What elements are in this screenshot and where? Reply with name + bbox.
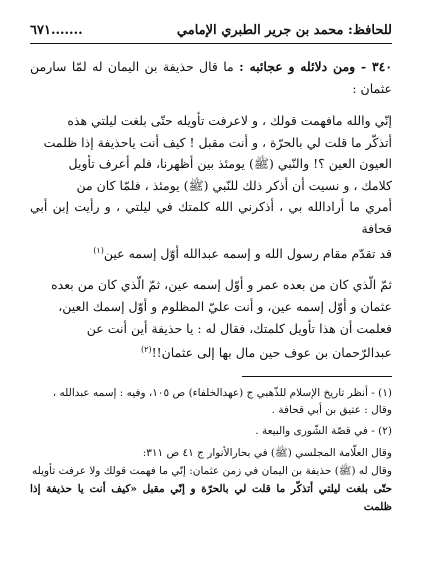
page-header (30, 22, 392, 44)
section-heading (30, 56, 392, 100)
tail-line: وقال له (ﷺ) حذيفة بن اليمان في زمن عثمان: إنّي ما فهمت قولك ولا عرفت تأويله (32, 464, 392, 477)
text-line: أتذكّر ما قلت لي بالحرّة ، و أنت مقبل ! كيف أنت ياحذيفة إذا ظلمت (43, 134, 392, 150)
section-intro: ما قال حذيفة بن اليمان له لمّا سارمن عثمان : (30, 59, 392, 96)
text-line: كلامك ، و نسيت أن أذكر ذلك للنّبي (ﷺ) يومئذ ، فلمّا كان من (76, 177, 392, 193)
text-line-content: قد تقدّم مقام رسول الله و إسمه عبدالله أوّل إسمه عين (103, 245, 392, 261)
footnote-1: (١) - أنظر تاريخ الإسلام للذّهبي ج (عهدالخلفاء) ص ١٠٥، وفيه : إسمه عبدالله ، وقال : عتيق بن أبي قحافة . (52, 386, 392, 416)
text-line: فعلمت أن هذا تأويل كلمتك، فقال له : يا حذيفة أين أنت عن (86, 320, 392, 336)
paragraph-1 (30, 110, 392, 264)
text-line: إنّي والله مافهمت قولك ، و لاعرفت تأويله حتّى بلغت ليلتي هذه (67, 113, 392, 128)
footnotes (30, 385, 392, 440)
footnote-2: (٢) - في قصّة الشّورى والبيعة . (255, 424, 392, 437)
page-number: .......٦٧١ (30, 23, 83, 38)
footnote-divider (242, 376, 392, 377)
text-line (30, 339, 392, 364)
paragraph-2 (30, 274, 392, 364)
text-line: ثمّ الّذي كان من بعده عمر و أوّل إسمه عين، ثمّ الّذي كان من بعده (51, 277, 392, 293)
tail-line: حتّى بلغت ليلتي أتذكّر ما قلت لي بالحرّة و إنّي مقبل «كيف أنت يا حذيفة إذا ظلمت (30, 482, 392, 513)
footnote-ref-2[interactable]: (٢) (141, 345, 152, 355)
tail-line: وقال العلّامة المجلسي (ﷺ) في بحارالأنوار ج ٤١ ص ٣١١: (142, 446, 392, 459)
text-line-content: عبدالرّحمان بن عوف حين مال بها إلى عثمان!! (151, 345, 392, 361)
book-author: للحافظ: محمد بن جرير الطبري الإمامي (176, 23, 392, 38)
text-line: العيون العين ؟! والنّبي (ﷺ) يومئذ بين أظهرنا، فلم أعرف تأويل (68, 156, 392, 172)
text-line: أمري ما أرادالله بي ، أذكرني الله كلمتك في ليلتي ، و رأيت إبن أبي قحافة (30, 199, 392, 236)
text-line (30, 240, 392, 265)
footnote-ref-1[interactable]: (١) (93, 245, 104, 255)
text-line: عثمان و أوّل إسمه عين، و أنت عليّ المظلوم و أوّل إسمك العين، (58, 298, 392, 314)
section-title: ٣٤٠ - ومن دلائله و عجائبه : (239, 59, 393, 74)
tail-notes (30, 444, 392, 516)
